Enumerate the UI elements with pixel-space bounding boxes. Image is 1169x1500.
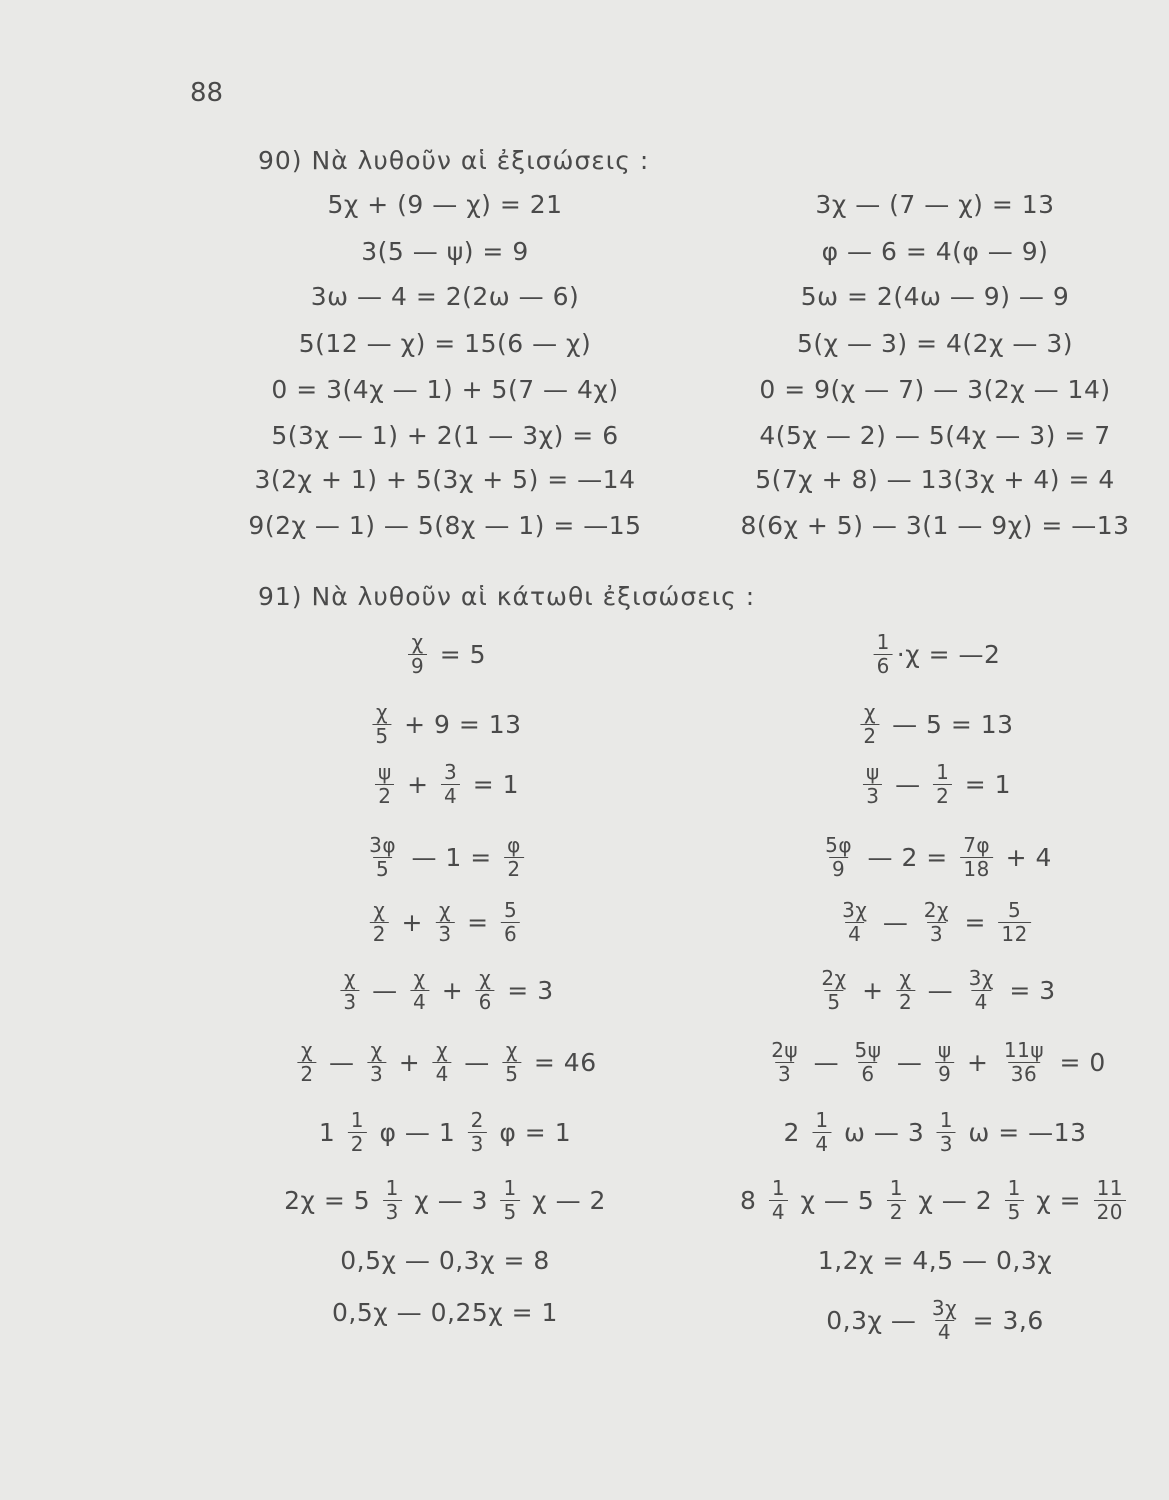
fraction [1005, 1178, 1024, 1223]
fraction [372, 702, 391, 747]
equation: 5(3χ — 1) + 2(1 — 3χ) = 6 [271, 421, 619, 450]
fraction-denominator: 6 [874, 654, 893, 677]
equation [783, 1110, 1086, 1155]
fraction-denominator: 4 [441, 784, 460, 807]
fraction-numerator: ψ [865, 760, 880, 784]
equation: φ — 6 = 4(φ — 9) [821, 237, 1049, 266]
fraction-denominator: 2 [860, 724, 879, 747]
equation: 3(2χ + 1) + 5(3χ + 5) = —14 [254, 465, 636, 494]
equation-text: + 4 [997, 843, 1052, 872]
fraction [896, 968, 915, 1013]
equation-text: — 2 = [859, 843, 957, 872]
fraction-numerator: 5ψ [854, 1038, 882, 1062]
fraction [874, 632, 893, 677]
fraction-numerator: 5 [1008, 898, 1022, 922]
equation-text: + [393, 908, 432, 937]
fraction-numerator: χ [436, 1038, 449, 1062]
equation [368, 702, 521, 747]
fraction-numerator: 11ψ [1003, 1038, 1045, 1062]
fraction-numerator: χ [343, 966, 357, 990]
equation-text: — [320, 1048, 364, 1077]
equation-text: — [888, 1048, 931, 1077]
fraction [1094, 1178, 1126, 1223]
equation-text: = [956, 908, 995, 937]
fraction-numerator: χ [505, 1038, 518, 1062]
equation-text: = [458, 908, 497, 937]
equation: 9(2χ — 1) — 5(8χ — 1) = —15 [248, 511, 642, 540]
equation [284, 1178, 606, 1223]
equation [818, 835, 1052, 880]
page-number: 88 [190, 78, 224, 108]
equation-text: = 1 [956, 770, 1012, 799]
fraction [340, 968, 359, 1013]
equation [371, 762, 519, 807]
fraction-numerator: 7φ [963, 833, 991, 857]
fraction-numerator: χ [863, 700, 877, 724]
fraction [370, 900, 389, 945]
equation: 5χ + (9 — χ) = 21 [327, 190, 563, 219]
equation [332, 1298, 558, 1327]
fraction-denominator: 5 [1005, 1200, 1024, 1223]
fraction [839, 900, 870, 945]
fraction-denominator: 2 [370, 922, 389, 945]
fraction [852, 1040, 885, 1085]
fraction-numerator: 1 [889, 1176, 903, 1200]
equation [856, 702, 1013, 747]
fraction-denominator: 3 [367, 1062, 386, 1085]
equation-text: 0,5χ — 0,3χ = 8 [340, 1246, 550, 1275]
equation: 5(7χ + 8) — 13(3χ + 4) = 4 [755, 465, 1115, 494]
fraction [348, 1110, 367, 1155]
equation-text: = 46 [525, 1048, 597, 1077]
fraction-numerator: 1 [350, 1108, 364, 1132]
equation-text: = 3 [498, 976, 554, 1005]
fraction-denominator: 4 [972, 990, 991, 1013]
fraction-denominator: 3 [340, 990, 359, 1013]
fraction-numerator: 1 [503, 1176, 517, 1200]
fraction-denominator: 6 [858, 1062, 877, 1085]
fraction-denominator: 3 [863, 784, 882, 807]
fraction-numerator: 3 [444, 760, 458, 784]
equation [404, 632, 486, 677]
fraction-denominator: 5 [502, 1062, 521, 1085]
fraction-numerator: 1 [771, 1176, 786, 1200]
fraction-denominator: 2 [504, 857, 523, 880]
fraction [297, 1040, 316, 1085]
fraction-numerator: 3χ [931, 1296, 958, 1320]
equation-text: — [919, 976, 962, 1005]
fraction [887, 1178, 906, 1223]
equation-text: ω — 3 [835, 1118, 933, 1147]
equation-text: χ = [1027, 1186, 1090, 1215]
equation: 5(12 — χ) = 15(6 — χ) [298, 329, 592, 358]
equation-text: χ — 2 [523, 1186, 606, 1215]
equation: 3χ — (7 — χ) = 13 [815, 190, 1055, 219]
fraction-denominator: 2 [297, 1062, 316, 1085]
equation-text: = 3,6 [964, 1306, 1044, 1335]
equation-text: — [363, 976, 407, 1005]
fraction-numerator: χ [373, 898, 386, 922]
equation-text: + [958, 1048, 997, 1077]
equation [340, 1246, 550, 1275]
equation [319, 1110, 571, 1155]
fraction [818, 968, 849, 1013]
fraction-denominator: 6 [476, 990, 495, 1013]
fraction-denominator: 5 [501, 1200, 520, 1223]
equation-text: ω = —13 [959, 1118, 1087, 1147]
equation-text: 1 [318, 1118, 344, 1147]
equation-text: — [455, 1048, 499, 1077]
fraction-numerator: χ [413, 966, 426, 990]
fraction [476, 968, 495, 1013]
fraction-denominator: 2 [933, 784, 952, 807]
fraction [960, 835, 993, 880]
fraction-denominator: 4 [935, 1320, 954, 1343]
fraction-denominator: 2 [348, 1132, 367, 1155]
equation [870, 632, 1001, 677]
fraction [822, 835, 855, 880]
fraction-denominator: 4 [433, 1062, 452, 1085]
fraction-denominator: 4 [410, 990, 429, 1013]
equation-text: = 1 [464, 770, 520, 799]
equation: 3ω — 4 = 2(2ω — 6) [310, 282, 580, 311]
equation-text: χ — 2 [909, 1186, 1001, 1215]
equation-text: — [805, 1048, 848, 1077]
fraction [768, 1040, 801, 1085]
fraction-denominator: 5 [824, 990, 843, 1013]
fraction-numerator: 1 [1007, 1176, 1021, 1200]
fraction [929, 1298, 960, 1343]
fraction-denominator: 4 [769, 1200, 788, 1223]
equation-text: + 9 = 13 [395, 710, 522, 739]
equation: 4(5χ — 2) — 5(4χ — 3) = 7 [759, 421, 1111, 450]
fraction [1001, 1040, 1047, 1085]
fraction [933, 762, 952, 807]
fraction [435, 900, 454, 945]
fraction-numerator: 5 [503, 898, 518, 922]
fraction-numerator: ψ [937, 1038, 952, 1062]
fraction-denominator: 36 [1008, 1062, 1040, 1085]
fraction [937, 1110, 956, 1155]
fraction-numerator: 2ψ [771, 1038, 799, 1062]
fraction-numerator: 3χ [968, 966, 994, 990]
fraction [367, 1040, 386, 1085]
equation [764, 1040, 1106, 1085]
equation [859, 762, 1011, 807]
fraction [501, 900, 520, 945]
fraction-numerator: χ [370, 1038, 383, 1062]
equation-text: 2 [783, 1118, 809, 1147]
equation [293, 1040, 596, 1085]
equation [814, 968, 1055, 1013]
fraction-numerator: 1 [876, 630, 890, 654]
fraction-numerator: 1 [815, 1108, 829, 1132]
equation: 3(5 — ψ) = 9 [361, 237, 529, 266]
equation: 0 = 9(χ — 7) — 3(2χ — 14) [759, 375, 1111, 404]
fraction [769, 1178, 788, 1223]
fraction-denominator: 6 [501, 922, 520, 945]
exercise-90-title: 90) Νὰ λυθοῦν αἱ ἐξισώσεις : [258, 146, 650, 175]
fraction [860, 702, 879, 747]
fraction-denominator: 4 [812, 1132, 831, 1155]
fraction-denominator: 3 [927, 922, 946, 945]
fraction [998, 900, 1030, 945]
fraction-denominator: 3 [775, 1062, 794, 1085]
fraction-denominator: 12 [998, 922, 1030, 945]
equation-text: 0,3χ — [826, 1306, 925, 1335]
equation [835, 900, 1035, 945]
equation-text: + [853, 976, 892, 1005]
fraction [502, 1040, 521, 1085]
fraction [383, 1178, 402, 1223]
fraction-denominator: 2 [375, 784, 394, 807]
equation-text: φ = 1 [490, 1118, 572, 1147]
equation: 8(6χ + 5) — 3(1 — 9χ) = —13 [740, 511, 1130, 540]
equation-text: — 1 = [403, 843, 501, 872]
equation-text: = 0 [1051, 1048, 1106, 1077]
fraction-denominator: 3 [435, 922, 454, 945]
equation-text: 0,5χ — 0,25χ = 1 [332, 1298, 558, 1327]
equation [818, 1246, 1052, 1275]
equation-text: + [398, 770, 438, 799]
fraction [812, 1110, 831, 1155]
equation-text: + [390, 1048, 429, 1077]
equation-text: = 3 [1000, 976, 1056, 1005]
fraction-denominator: 3 [937, 1132, 956, 1155]
fraction [501, 1178, 520, 1223]
equation: 5(χ — 3) = 4(2χ — 3) [796, 329, 1074, 358]
fraction-denominator: 20 [1094, 1200, 1126, 1223]
fraction-numerator: 2χ [821, 966, 847, 990]
fraction [410, 968, 429, 1013]
fraction [863, 762, 883, 807]
fraction-denominator: 9 [935, 1062, 954, 1085]
fraction [468, 1110, 487, 1155]
fraction-numerator: 2 [470, 1108, 484, 1132]
fraction-denominator: 3 [468, 1132, 487, 1155]
equation: 5ω = 2(4ω — 9) — 9 [800, 282, 1070, 311]
equation-text: χ — 3 [405, 1186, 497, 1215]
fraction-denominator: 18 [960, 857, 992, 880]
fraction [935, 1040, 955, 1085]
equation-text: ·χ = —2 [896, 640, 1001, 669]
fraction-numerator: χ [411, 630, 424, 654]
equation-text: — [874, 908, 917, 937]
fraction-numerator: 1 [936, 760, 950, 784]
equation: 0 = 3(4χ — 1) + 5(7 — 4χ) [271, 375, 619, 404]
fraction-denominator: 9 [829, 857, 848, 880]
fraction [433, 1040, 452, 1085]
equation-text: + [433, 976, 472, 1005]
fraction-numerator: 11 [1096, 1176, 1124, 1200]
fraction-numerator: φ [507, 833, 521, 857]
exercise-91-title: 91) Νὰ λυθοῦν αἱ κάτωθι ἐξισώσεις : [258, 582, 756, 611]
fraction-denominator: 5 [373, 857, 392, 880]
equation-text: — 5 = 13 [883, 710, 1014, 739]
equation [366, 900, 524, 945]
fraction-numerator: 2χ [923, 898, 950, 922]
fraction [966, 968, 997, 1013]
fraction-numerator: χ [438, 898, 452, 922]
equation [362, 835, 528, 880]
fraction-denominator: 5 [372, 724, 391, 747]
fraction [504, 835, 524, 880]
fraction-numerator: 3χ [842, 898, 868, 922]
fraction-denominator: 2 [896, 990, 915, 1013]
equation-text: χ — 5 [792, 1186, 883, 1215]
fraction-numerator: 3φ [369, 833, 397, 857]
equation [740, 1178, 1130, 1223]
equation-text: — [886, 770, 930, 799]
fraction-denominator: 4 [845, 922, 864, 945]
equation-text: = 5 [431, 640, 486, 669]
fraction [366, 835, 399, 880]
fraction-numerator: χ [899, 966, 912, 990]
fraction-numerator: 1 [939, 1108, 953, 1132]
fraction [375, 762, 395, 807]
equation-text: 2χ = 5 [284, 1186, 379, 1215]
fraction-numerator: χ [376, 700, 389, 724]
fraction-denominator: 2 [887, 1200, 906, 1223]
fraction-numerator: 5φ [825, 833, 853, 857]
fraction-numerator: χ [479, 966, 492, 990]
equation-text: 1,2χ = 4,5 — 0,3χ [817, 1246, 1053, 1275]
fraction-numerator: χ [300, 1038, 314, 1062]
equation-text: 8 [739, 1186, 765, 1215]
fraction [441, 762, 460, 807]
fraction [921, 900, 952, 945]
equation [336, 968, 553, 1013]
equation-text: φ — 1 [370, 1118, 464, 1147]
fraction [408, 632, 427, 677]
fraction-numerator: ψ [377, 760, 392, 784]
fraction-denominator: 9 [408, 654, 427, 677]
fraction-denominator: 3 [383, 1200, 402, 1223]
fraction-numerator: 1 [385, 1176, 399, 1200]
equation [826, 1298, 1043, 1343]
